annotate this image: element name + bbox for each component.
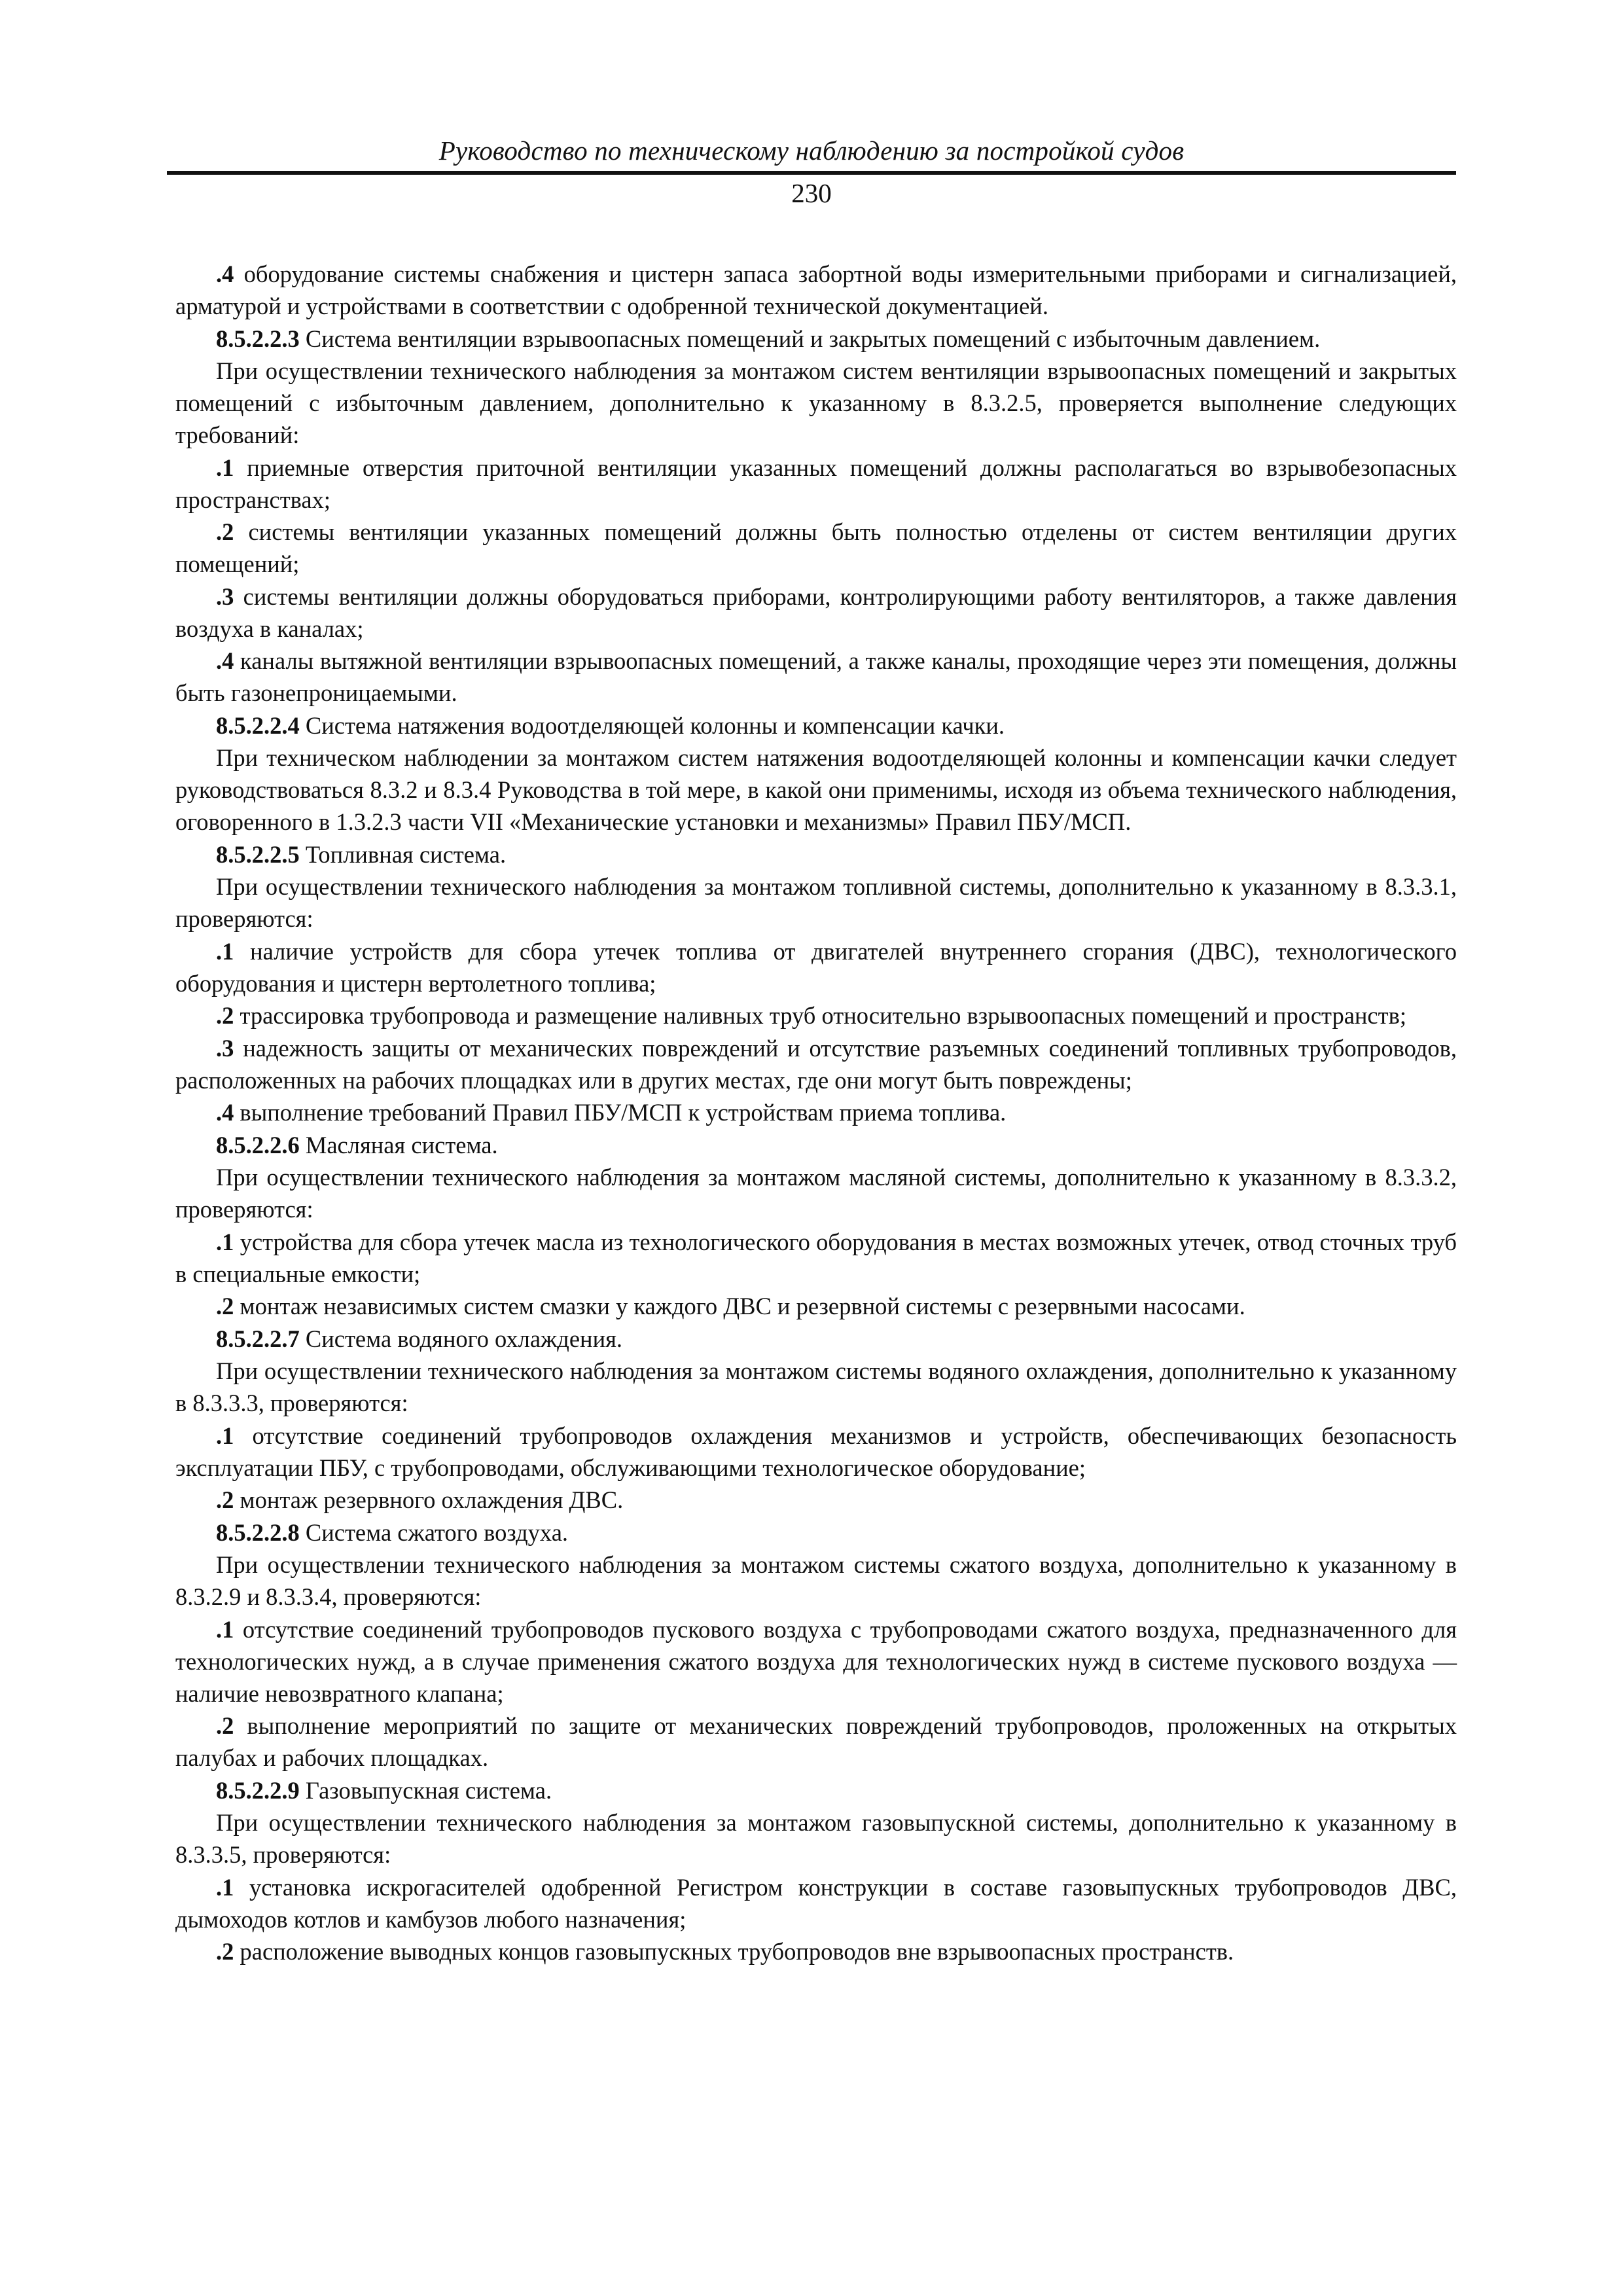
- paragraph-text: устройства для сбора утечек масла из технологического оборудования в местах возможных утечек, отвод сточных труб в специальные емкости;: [175, 1228, 1457, 1287]
- paragraph-text: системы вентиляции должны оборудоваться приборами, контролирующими работу вентиляторов, а также давления воздуха в каналах;: [175, 583, 1457, 642]
- numbered-paragraph: [175, 999, 1457, 1031]
- paragraph-number: 8.5.2.2.6: [216, 1131, 300, 1158]
- numbered-paragraph: [175, 1129, 1457, 1161]
- paragraph-number: .2: [216, 1938, 234, 1965]
- numbered-paragraph: [175, 452, 1457, 516]
- numbered-paragraph: [175, 516, 1457, 580]
- numbered-paragraph: [175, 1935, 1457, 1967]
- paragraph-text: отсутствие соединений трубопроводов охлаждения механизмов и устройств, обеспечивающих безопасность эксплуатации ПБУ, с трубопроводами, обслуживающими технологическое оборудование;: [175, 1422, 1457, 1481]
- paragraph-text: каналы вытяжной вентиляции взрывоопасных помещений, а также каналы, проходящие через эти помещения, должны быть газонепроницаемыми.: [175, 647, 1457, 706]
- paragraph-number: .4: [216, 260, 234, 287]
- page-number: 230: [791, 178, 832, 208]
- paragraph-text: трассировка трубопровода и размещение наливных труб относительно взрывоопасных помещений и пространств;: [234, 1002, 1406, 1029]
- numbered-paragraph: [175, 581, 1457, 645]
- paragraph-number: .2: [216, 1712, 234, 1739]
- paragraph-number: 8.5.2.2.5: [216, 840, 300, 868]
- paragraph-number: .2: [216, 1486, 234, 1513]
- paragraph: [175, 1806, 1457, 1871]
- paragraph-text: системы вентиляции указанных помещений должны быть полностью отделены от систем вентиляции других помещений;: [175, 518, 1457, 577]
- paragraph-number: .3: [216, 1034, 234, 1062]
- paragraph-text: надежность защиты от механических повреждений и отсутствие разъемных соединений топливных трубопроводов, расположенных на рабочих площадках или в других местах, где они могут быть повреждены;: [175, 1034, 1457, 1094]
- paragraph-number: .1: [216, 1422, 234, 1449]
- numbered-paragraph: [175, 258, 1457, 322]
- paragraph-number: 8.5.2.2.4: [216, 711, 300, 739]
- paragraph: [175, 1161, 1457, 1225]
- paragraph-number: .1: [216, 454, 234, 481]
- numbered-paragraph: [175, 1710, 1457, 1774]
- numbered-paragraph: [175, 1290, 1457, 1322]
- paragraph-number: .1: [216, 1615, 234, 1643]
- paragraph-text: отсутствие соединений трубопроводов пускового воздуха с трубопроводами сжатого воздуха, предназначенного для технологических нужд, а в случае применения сжатого воздуха для технологических нужд в системе пускового воздуха — наличие невозвратного клапана;: [175, 1615, 1457, 1707]
- paragraph-text: монтаж независимых систем смазки у каждого ДВС и резервной системы с резервными насосами.: [234, 1293, 1245, 1319]
- document-body: [175, 258, 1457, 1968]
- numbered-paragraph: [175, 1871, 1457, 1935]
- paragraph-text: При осуществлении технического наблюдения за монтажом системы водяного охлаждения, дополнительно к указанному в 8.3.3.3, проверяются:: [175, 1357, 1457, 1416]
- paragraph-number: .2: [216, 518, 234, 545]
- paragraph-number: .1: [216, 937, 234, 965]
- paragraph-text: выполнение требований Правил ПБУ/МСП к устройствам приема топлива.: [234, 1099, 1007, 1126]
- paragraph-number: 8.5.2.2.8: [216, 1518, 300, 1546]
- paragraph-text: При осуществлении технического наблюдения за монтажом газовыпускной системы, дополнительно к указанному в 8.3.3.5, проверяются:: [175, 1809, 1457, 1868]
- numbered-paragraph: [175, 1420, 1457, 1484]
- numbered-paragraph: [175, 1484, 1457, 1516]
- paragraph: [175, 742, 1457, 838]
- paragraph-text: выполнение мероприятий по защите от механических повреждений трубопроводов, проложенных на открытых палубах и рабочих площадках.: [175, 1712, 1457, 1771]
- paragraph-text: установка искрогасителей одобренной Регистром конструкции в составе газовыпускных трубопроводов ДВС, дымоходов котлов и камбузов любого назначения;: [175, 1873, 1457, 1933]
- page-header: [167, 134, 1456, 209]
- paragraph-text: монтаж резервного охлаждения ДВС.: [234, 1486, 624, 1513]
- numbered-paragraph: [175, 645, 1457, 709]
- paragraph-number: 8.5.2.2.9: [216, 1776, 300, 1804]
- paragraph-text: При осуществлении технического наблюдения за монтажом систем вентиляции взрывоопасных помещений и закрытых помещений с избыточным давлением, дополнительно к указанному в 8.3.2.5, проверяется выполнение следующих требований:: [175, 357, 1457, 448]
- paragraph: [175, 355, 1457, 451]
- numbered-paragraph: [175, 838, 1457, 870]
- paragraph-text: Система натяжения водоотделяющей колонны и компенсации качки.: [299, 711, 1005, 739]
- paragraph-text: приемные отверстия приточной вентиляции указанных помещений должны располагаться во взрывобезопасных пространствах;: [175, 454, 1457, 513]
- paragraph-text: расположение выводных концов газовыпускных трубопроводов вне взрывоопасных пространств.: [234, 1938, 1234, 1965]
- paragraph-number: .1: [216, 1873, 234, 1901]
- paragraph-text: Топливная система.: [299, 840, 507, 868]
- paragraph: [175, 1549, 1457, 1613]
- numbered-paragraph: [175, 935, 1457, 999]
- paragraph-number: .2: [216, 1002, 234, 1029]
- paragraph: [175, 870, 1457, 935]
- paragraph-text: Система водяного охлаждения.: [299, 1325, 623, 1352]
- paragraph-number: .4: [216, 1099, 234, 1126]
- paragraph-text: оборудование системы снабжения и цистерн запаса забортной воды измерительными приборами и сигнализацией, арматурой и устройствами в соответствии с одобренной технической документацией.: [175, 260, 1457, 319]
- paragraph-text: При осуществлении технического наблюдения за монтажом системы сжатого воздуха, дополнительно к указанному в 8.3.2.9 и 8.3.3.4, проверяются:: [175, 1551, 1457, 1610]
- numbered-paragraph: [175, 1323, 1457, 1355]
- running-header-title: Руководство по техническому наблюдению за постройкой судов: [438, 135, 1185, 166]
- paragraph-text: При техническом наблюдении за монтажом систем натяжения водоотделяющей колонны и компенсации качки следует руководствоваться 8.3.2 и 8.3.4 Руководства в той мере, в какой они применимы, исходя из объема технического наблюдения, оговоренного в 1.3.2.3 части VII «Механические установки и механизмы» Правил ПБУ/МСП.: [175, 744, 1457, 835]
- paragraph-number: .4: [216, 647, 234, 674]
- paragraph-text: Газовыпускная система.: [299, 1776, 552, 1804]
- numbered-paragraph: [175, 323, 1457, 355]
- paragraph-text: Масляная система.: [299, 1131, 498, 1158]
- numbered-paragraph: [175, 1032, 1457, 1096]
- paragraph-text: наличие устройств для сбора утечек топлива от двигателей внутреннего сгорания (ДВС), технологического оборудования и цистерн вертолетного топлива;: [175, 937, 1457, 997]
- numbered-paragraph: [175, 1774, 1457, 1806]
- paragraph: [175, 1355, 1457, 1419]
- numbered-paragraph: [175, 1516, 1457, 1549]
- paragraph-number: .3: [216, 583, 234, 610]
- numbered-paragraph: [175, 1096, 1457, 1128]
- numbered-paragraph: [175, 1613, 1457, 1710]
- paragraph-text: Система вентиляции взрывоопасных помещений и закрытых помещений с избыточным давлением.: [299, 325, 1321, 352]
- paragraph-text: При осуществлении технического наблюдения за монтажом топливной системы, дополнительно к указанному в 8.3.3.1, проверяются:: [175, 873, 1457, 932]
- paragraph-number: .1: [216, 1228, 234, 1255]
- header-divider: [167, 171, 1456, 175]
- paragraph-number: .2: [216, 1293, 234, 1319]
- numbered-paragraph: [175, 709, 1457, 742]
- paragraph-text: Система сжатого воздуха.: [299, 1518, 569, 1546]
- paragraph-text: При осуществлении технического наблюдения за монтажом масляной системы, дополнительно к указанному в 8.3.3.2, проверяются:: [175, 1164, 1457, 1223]
- numbered-paragraph: [175, 1226, 1457, 1290]
- paragraph-number: 8.5.2.2.3: [216, 325, 300, 352]
- paragraph-number: 8.5.2.2.7: [216, 1325, 300, 1352]
